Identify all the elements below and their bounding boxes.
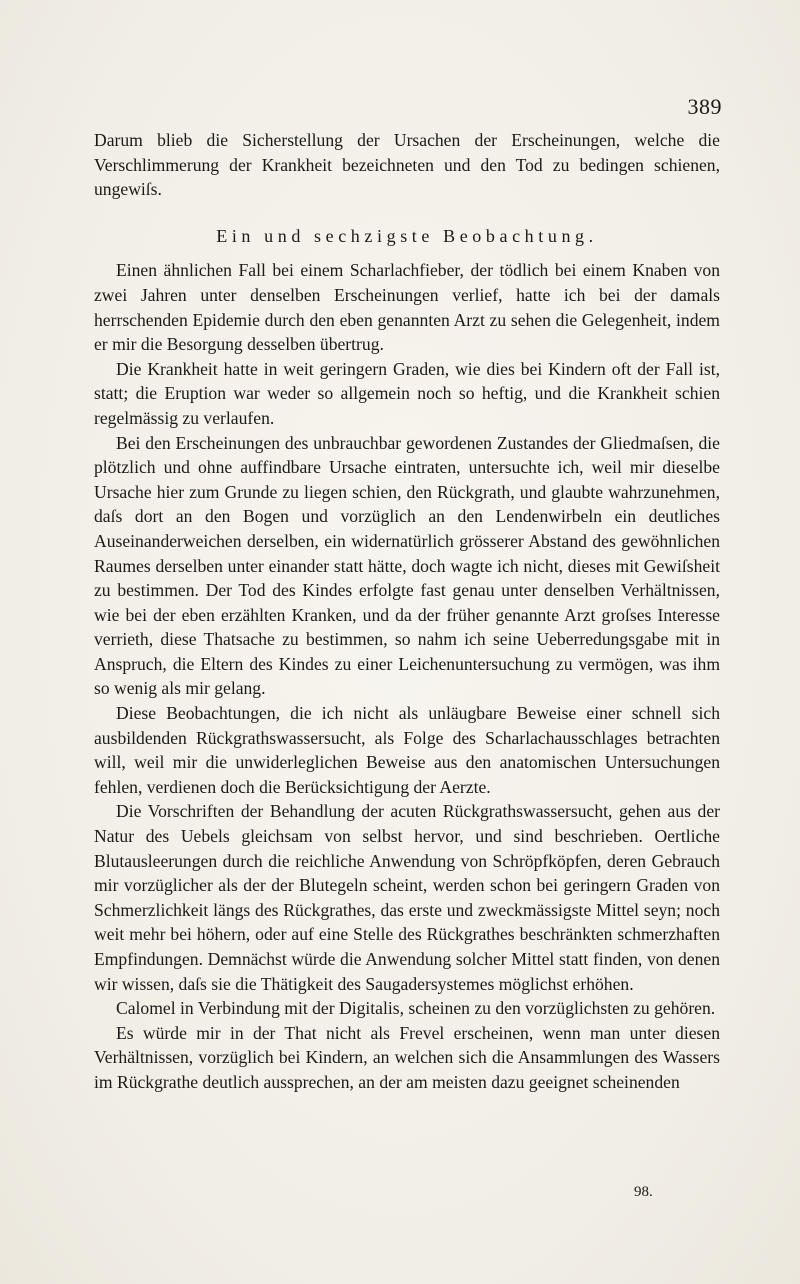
paragraph: Calomel in Verbindung mit der Digitalis, scheinen zu den vorzüglichsten zu gehören. [116,998,716,1019]
section-heading: Ein und sechzigste Beobachtung. [216,225,598,246]
paragraph: Bei den Erscheinungen des unbrauchbar gewordenen Zustandes der Gliedmaſsen, die plötzlich und ohne auffindbare Ursache eintraten, untersuchte ich, weil mir dieselbe Ursache hier zum Grunde zu liegen schien, den Rückgrath, und glaubte wahrzunehmen, daſs dort an den Bogen und vorzüglich an den Lendenwirbeln ein deutliches Auseinanderweichen derselben, ein widernatürlich grösserer Abstand des gewöhnlichen Raumes derselben unter einander statt hätte, doch wagte ich nicht, dieses mit Gewiſsheit zu bestimmen. Der Tod des Kindes erfolgte fast genau unter denselben Verhältnissen, wie bei der eben erzählten Kranken, und da der früher genannte Arzt groſses Interesse verrieth, diese Thatsache zu bestimmen, so nahm ich seine Ueberredungsgabe mit in Anspruch, die Eltern des Kindes zu einer Leichenuntersuchung zu vermögen, was ihm so wenig als mir gelang. [94,432,720,699]
signature-mark: 98. [634,1184,653,1200]
paragraph-intro: Darum blieb die Sicherstellung der Ursachen der Erscheinungen, welche die Verschlimmerung der Krankheit bezeichneten und den Tod zu bedingen schienen, ungewiſs. [94,130,720,200]
paragraph: Die Vorschriften der Behandlung der acuten Rückgrathswassersucht, gehen aus der Natur des Uebels gleichsam von selbst hervor, und sind beschrieben. Oertliche Blutausleerungen durch die reichliche Anwendung von Schröpfköpfen, deren Gebrauch mir vorzüglicher als der der Blutegeln scheint, werden schon bei geringern Graden von Schmerzlichkeit längs des Rückgrathes, das erste und zweckmässigste Mittel seyn; noch weit mehr bei höhern, oder auf eine Stelle des Rückgrathes beschränkten schmerzhaften Empfindungen. Demnächst würde die Anwendung solcher Mittel statt finden, von denen wir wissen, daſs sie die Thätigkeit des Saugadersystemes möglichst erhöhen. [94,801,720,994]
paragraph: Es würde mir in der That nicht als Frevel erscheinen, wenn man unter diesen Verhältnissen, vorzüglich bei Kindern, an welchen sich die Ansammlungen des Wassers im Rückgrathe deutlich aussprechen, an der am meisten dazu geeignet scheinenden [94,1022,720,1092]
paragraph: Die Krankheit hatte in weit geringern Graden, wie dies bei Kindern oft der Fall ist, statt; die Eruption war weder so allgemein noch so heftig, und die Krankheit schien regelmässig zu verlaufen. [94,358,720,428]
paragraph: Einen ähnlichen Fall bei einem Scharlachfieber, der tödlich bei einem Knaben von zwei Jahren unter denselben Erscheinungen verlief, hatte ich bei der damals herrschenden Epidemie durch den eben genannten Arzt zu sehen die Gelegenheit, indem er mir die Besorgung desselben übertrug. [94,260,720,355]
page-number: 389 [687,94,722,119]
body-text [94,128,720,1095]
paragraph: Diese Beobachtungen, die ich nicht als unläugbare Beweise einer schnell sich ausbildenden Rückgrathswassersucht, als Folge des Scharlachausschlages betrachten will, weil mir die unwiderleglichen Beweise aus den anatomischen Untersuchungen fehlen, verdienen doch die Berücksichtigung der Aerzte. [94,703,720,797]
